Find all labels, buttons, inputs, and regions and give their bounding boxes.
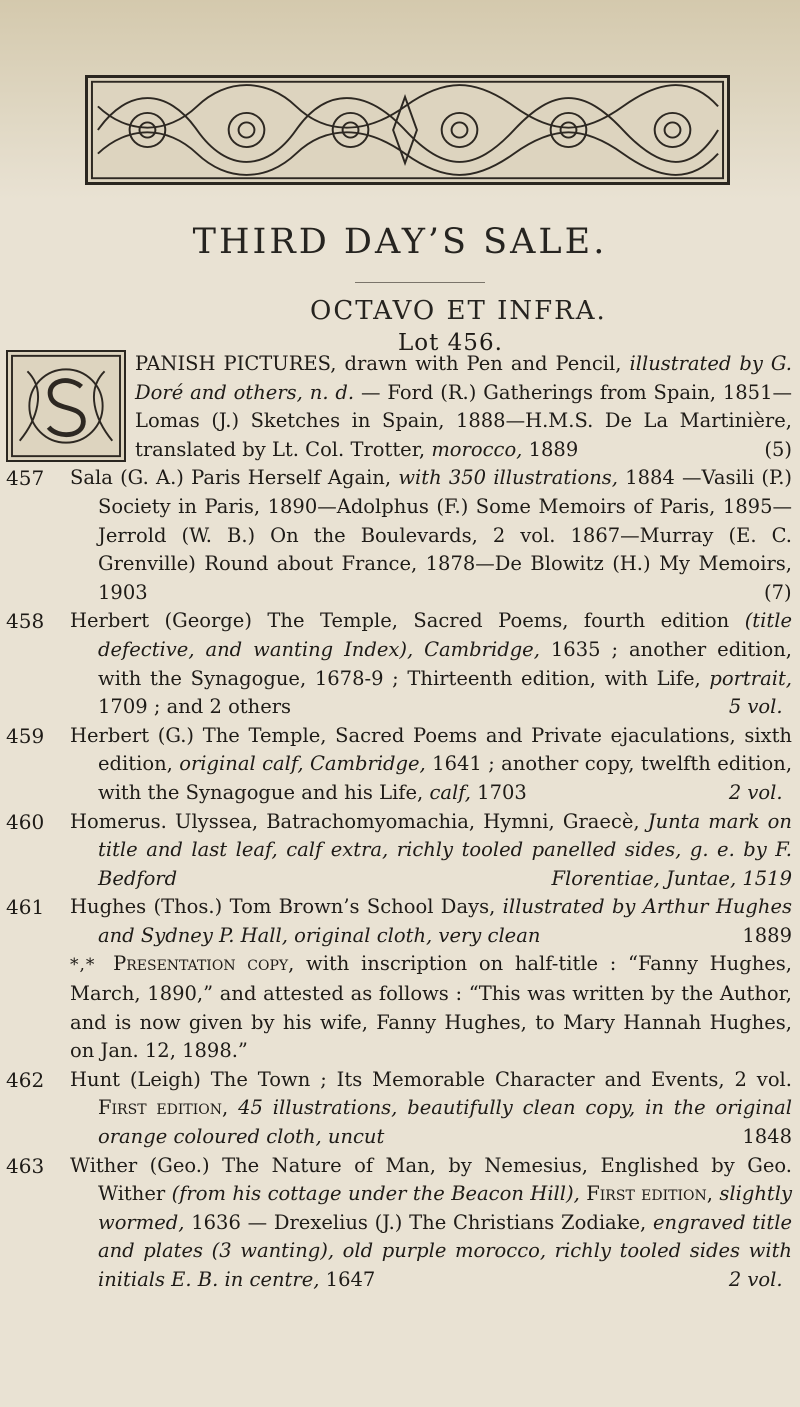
lot-entry-461: 461 Hughes (Thos.) Tom Brown’s School Days, illustrated by Arthur Hughes and Sydney P. Hall, original cloth, very clean 1889 *,* Presentation copy, with inscription on half-title : “Fanny Hughes, March, 1890,” and attested as follows : “This was written by the Author, and is now given by his wife, Fanny Hughes, to Mary Hannah Hughes, on Jan. 12, 1898.” xyxy=(0,893,800,1066)
lot-label: Lot 456. xyxy=(398,330,503,356)
scrollwork-pattern-icon xyxy=(88,78,727,182)
lot-number: 461 xyxy=(6,895,45,920)
lot-number: 462 xyxy=(6,1067,45,1092)
lot-entry-458: 458 Herbert (George) The Temple, Sacred Poems, fourth edition (title defective, and wanting Index), Cambridge, 1635 ; another edition, with the Synagogue, 1678-9 ; Thirteenth edition, with Life, portrait, 1709 ; and 2 others 5 vol. xyxy=(6,609,793,719)
section-heading: OCTAVO ET INFRA. xyxy=(310,296,607,326)
lot-entry-459: 459 Herbert (G.) The Temple, Sacred Poems and Private ejaculations, sixth edition, original calf, Cambridge, 1641 ; another copy, twelfth edition, with the Synagogue and his Life, calf, 1703 2 vol. xyxy=(6,723,793,804)
lot-entry-460: 460 Homerus. Ulyssea, Batrachomyomachia, Hymni, Graecè, Junta mark on title and last leaf, calf extra, richly tooled panelled sides, g. e. by F. Bedford Florentiae, Juntae, 1519 xyxy=(6,809,792,890)
lot-461-note: *,* Presentation copy, with inscription on half-title : “Fanny Hughes, March, 1890,” and attested as follows : “This was written by the Author, and is now given by his wife, Fanny Hughes, to Mary Hannah Hughes, on Jan. 12, 1898.” xyxy=(70,952,793,1063)
lot-number: 459 xyxy=(6,723,45,748)
asterism-icon: *,* xyxy=(70,955,96,976)
lot-entry-462: 462 Hunt (Leigh) The Town ; Its Memorable Character and Events, 2 vol. First edition, 45 illustrations, beautifully clean copy, in the original orange coloured cloth, uncut 1848 xyxy=(6,1067,792,1149)
title-divider xyxy=(355,282,485,283)
lot-entry-456: PANISH PICTURES, drawn with Pen and Pencil, illustrated by G. Doré and others, n. d. — Ford (R.) Gatherings from Spain, 1851—Lomas (J.) Sketches in Spain, 1888—H.M.S. De La Martinière, translated by Lt. Col. Trotter, morocco, 1889 (5) xyxy=(135,352,792,461)
lot-entry-457: 457 Sala (G. A.) Paris Herself Again, with 350 illustrations, 1884 —Vasili (P.) Society in Paris, 1890—Adolphus (F.) Some Memoirs of Paris, 1895—Jerrold (W. B.) On the Boulevards, 2 vol. 1867—Murray (E. C. Grenville) Round about France, 1878—De Blowitz (H.) My Memoirs, 1903 (7) xyxy=(6,466,793,604)
decorative-header-ornament xyxy=(85,75,730,185)
page-title: THIRD DAY’S SALE. xyxy=(192,222,608,262)
lot-entry-463: 463 Wither (Geo.) The Nature of Man, by Nemesius, Englished by Geo. Wither (from his cottage under the Beacon Hill), First edition, slightly wormed, 1636 — Drexelius (J.) The Christians Zodiake, engraved title and plates (3 wanting), old purple morocco, richly tooled sides with initials E. B. in centre, 1647 2 vol. xyxy=(6,1153,792,1291)
lot-number: 463 xyxy=(6,1153,45,1178)
lot-number: 460 xyxy=(6,809,45,834)
lot-number: 458 xyxy=(6,609,45,634)
lot-number: 457 xyxy=(6,466,45,491)
lot-456-text: PANISH PICTURES, drawn with Pen and Pencil, xyxy=(135,352,622,375)
lot-list xyxy=(0,350,800,1295)
